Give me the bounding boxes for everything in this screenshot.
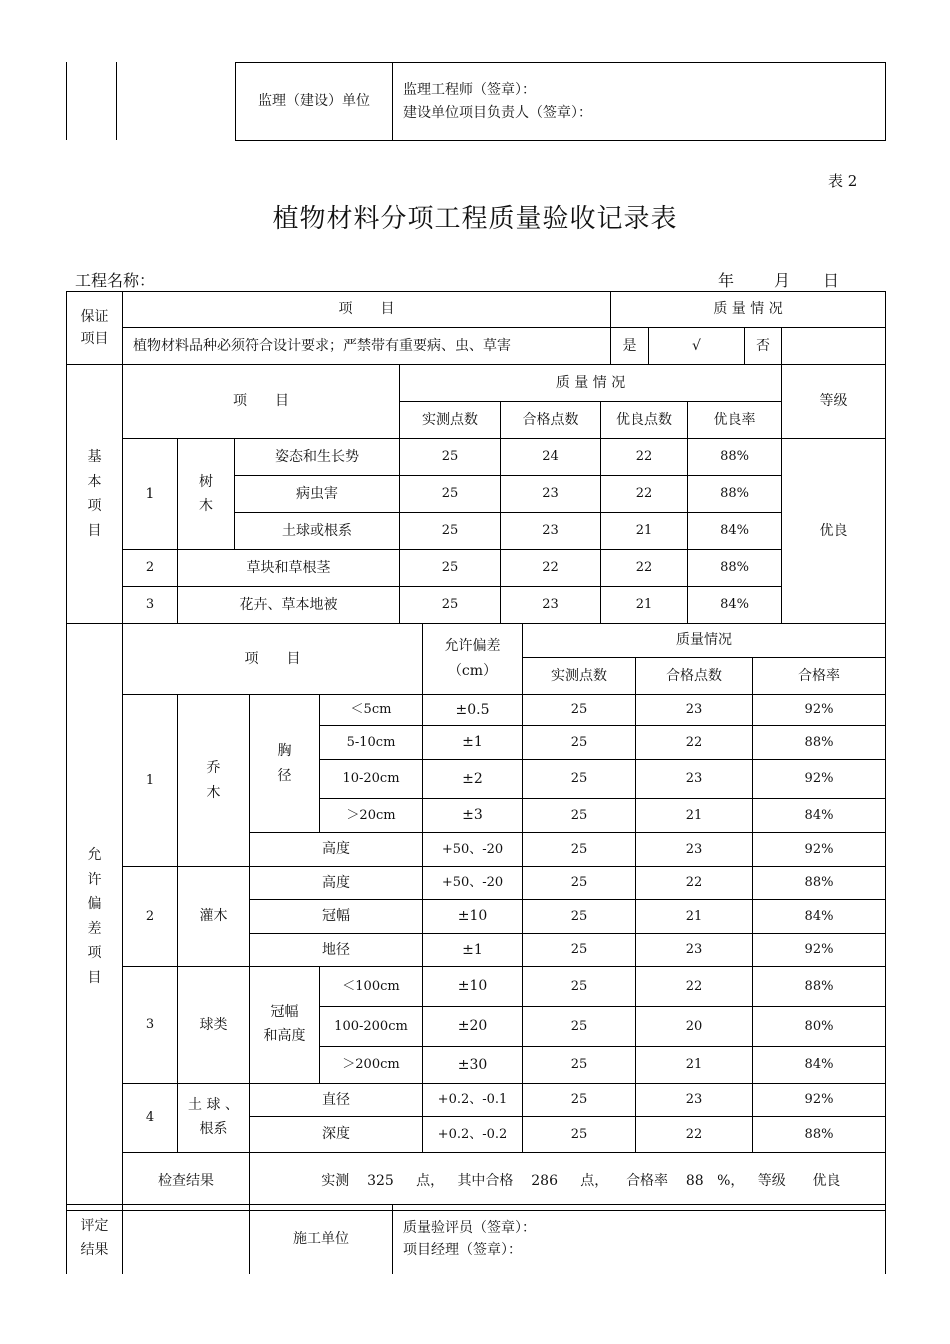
- left-margin-line: [116, 62, 117, 140]
- item-name: 病虫害: [235, 476, 400, 513]
- group-label: 灌木: [178, 867, 250, 967]
- range-label: ＜100cm: [320, 967, 423, 1007]
- item-name: 高度: [250, 867, 423, 900]
- excellent-rate: 88%: [688, 439, 782, 476]
- measured-count: 25: [523, 799, 636, 833]
- range-label: 5-10cm: [320, 726, 423, 760]
- item-name: 花卉、草本地被: [178, 587, 400, 624]
- basic-item-header: 项 目: [123, 365, 400, 439]
- qualified-rate: 88%: [753, 1117, 886, 1153]
- table-row: [67, 439, 886, 476]
- range-label: 100-200cm: [320, 1007, 423, 1047]
- qualified-count: 23: [501, 476, 601, 513]
- sub-group-label: 胸 径: [250, 695, 320, 833]
- qualified-rate: 80%: [753, 1007, 886, 1047]
- measured-count: 25: [523, 760, 636, 799]
- measured-count: 25: [523, 1007, 636, 1047]
- allowed-col-measured: 实测点数: [523, 658, 636, 695]
- table-row: [67, 695, 886, 726]
- allowed-quality-header: 质量情况: [523, 624, 886, 658]
- qualified-count: 22: [501, 550, 601, 587]
- basic-col-qualified: 合格点数: [501, 402, 601, 439]
- measured-count: 25: [523, 867, 636, 900]
- excellent-count: 22: [601, 550, 688, 587]
- date-year-label: 年: [718, 271, 735, 290]
- project-name-label: 工程名称：: [75, 271, 156, 290]
- group-no: 1: [123, 695, 178, 867]
- measured-count: 25: [523, 833, 636, 867]
- group-no: 2: [123, 867, 178, 967]
- item-name: 深度: [250, 1117, 423, 1153]
- measured-count: 25: [523, 900, 636, 934]
- allowed-dev: ±1: [423, 726, 523, 760]
- measured-count: 25: [400, 439, 501, 476]
- excellent-count: 22: [601, 439, 688, 476]
- table-number: 表 2: [828, 172, 858, 190]
- supervision-unit-label: 监理（建设）单位: [236, 63, 393, 141]
- group-label: 球类: [178, 967, 250, 1084]
- table-row: [67, 967, 886, 1007]
- item-name: 地径: [250, 934, 423, 967]
- allowed-dev: +0.2、-0.1: [423, 1084, 523, 1117]
- evaluation-blank: [123, 1205, 250, 1274]
- evaluation-table: [66, 1204, 886, 1274]
- qualified-rate: 92%: [753, 833, 886, 867]
- basic-section-label: 基 本 项 目: [67, 365, 123, 624]
- measured-count: 25: [523, 1047, 636, 1084]
- supervision-sign-cell: [393, 63, 886, 141]
- qualified-count: 23: [636, 695, 753, 726]
- allowed-dev-header: 允许偏差 （cm）: [423, 624, 523, 695]
- qualified-rate: 92%: [753, 934, 886, 967]
- date-day-label: 日: [823, 271, 840, 290]
- allowed-dev: +50、-20: [423, 867, 523, 900]
- qualified-rate: 92%: [753, 1084, 886, 1117]
- item-name: 姿态和生长势: [235, 439, 400, 476]
- allowed-dev: +50、-20: [423, 833, 523, 867]
- measured-count: 25: [400, 550, 501, 587]
- guarantee-quality-header: 质 量 情 况: [611, 292, 886, 328]
- measured-count: 25: [523, 726, 636, 760]
- total-grade: 优良: [812, 1172, 841, 1189]
- qualified-count: 23: [636, 760, 753, 799]
- supervisor-sign-label: 监理工程师（签章）：: [403, 82, 536, 99]
- excellent-rate: 88%: [688, 476, 782, 513]
- measured-count: 25: [523, 695, 636, 726]
- basic-grade-value: 优良: [782, 439, 886, 624]
- excellent-rate: 88%: [688, 550, 782, 587]
- qualified-count: 22: [636, 1117, 753, 1153]
- allowed-dev: ±1: [423, 934, 523, 967]
- range-label: ＜5cm: [320, 695, 423, 726]
- guarantee-no-mark: [782, 328, 886, 365]
- qualified-rate: 84%: [753, 1047, 886, 1084]
- qualified-count: 23: [501, 513, 601, 550]
- excellent-count: 22: [601, 476, 688, 513]
- allowed-item-header: 项 目: [123, 624, 423, 695]
- item-name: 冠幅: [250, 900, 423, 934]
- measured-count: 25: [400, 513, 501, 550]
- guarantee-section-label: 保证项目: [67, 292, 123, 365]
- measured-count: 25: [400, 587, 501, 624]
- table-row: [67, 867, 886, 900]
- group-label: 乔 木: [178, 695, 250, 867]
- inspector-sign-label: 质量验评员（签章）：: [403, 1219, 536, 1236]
- check-result-label: 检查结果: [123, 1153, 250, 1211]
- qualified-rate: 88%: [753, 967, 886, 1007]
- item-name: 高度: [250, 833, 423, 867]
- measured-count: 25: [400, 476, 501, 513]
- guarantee-yes-label: 是: [611, 328, 649, 365]
- group-no: 4: [123, 1084, 178, 1153]
- construction-sign-cell: [393, 1205, 886, 1274]
- basic-col-excellent: 优良点数: [601, 402, 688, 439]
- qualified-count: 21: [636, 799, 753, 833]
- qualified-rate: 92%: [753, 695, 886, 726]
- guarantee-item-header: 项 目: [123, 292, 611, 328]
- allowed-section-label: 允 许 偏 差 项 目: [67, 624, 123, 1211]
- qualified-rate: 88%: [753, 867, 886, 900]
- allowed-dev: +0.2、-0.2: [423, 1117, 523, 1153]
- item-name: 土球或根系: [235, 513, 400, 550]
- page-title: 植物材料分项工程质量验收记录表: [272, 204, 678, 234]
- item-name: 草块和草根茎: [178, 550, 400, 587]
- qualified-count: 24: [501, 439, 601, 476]
- total-qualified: 286: [531, 1172, 558, 1189]
- qualified-count: 20: [636, 1007, 753, 1047]
- guarantee-no-label: 否: [745, 328, 782, 365]
- excellent-count: 21: [601, 587, 688, 624]
- qualified-count: 23: [636, 833, 753, 867]
- check-result-summary: 实测 325 点， 其中合格 286 点， 合格率 88 %， 等级 优良: [250, 1153, 886, 1211]
- allowed-col-rate: 合格率: [753, 658, 886, 695]
- measured-count: 25: [523, 1117, 636, 1153]
- qualified-rate: 84%: [753, 900, 886, 934]
- date-month-label: 月: [774, 271, 791, 290]
- allowed-dev: ±2: [423, 760, 523, 799]
- qualified-count: 22: [636, 867, 753, 900]
- sub-group-label: 冠幅 和高度: [250, 967, 320, 1084]
- supervision-table: [235, 62, 886, 141]
- qualified-count: 23: [501, 587, 601, 624]
- item-no: 2: [123, 550, 178, 587]
- left-margin-line: [66, 62, 67, 140]
- total-measured: 325: [367, 1172, 394, 1189]
- qualified-count: 21: [636, 900, 753, 934]
- group-label: 土 球 、 根系: [178, 1084, 250, 1153]
- allowed-dev: ±0.5: [423, 695, 523, 726]
- basic-items-table: [66, 364, 886, 624]
- range-label: ＞20cm: [320, 799, 423, 833]
- qualified-rate: 92%: [753, 760, 886, 799]
- basic-col-rate: 优良率: [688, 402, 782, 439]
- measured-count: 25: [523, 967, 636, 1007]
- qualified-count: 21: [636, 1047, 753, 1084]
- manager-sign-label: 项目经理（签章）：: [403, 1242, 522, 1259]
- tree-label: 树 木: [178, 439, 235, 550]
- allowed-col-qualified: 合格点数: [636, 658, 753, 695]
- allowed-dev: ±3: [423, 799, 523, 833]
- table-row: [67, 550, 886, 587]
- evaluation-label: 评定 结果: [67, 1205, 123, 1274]
- allowed-dev: ±30: [423, 1047, 523, 1084]
- check-result-row: [67, 1153, 886, 1211]
- basic-col-measured: 实测点数: [400, 402, 501, 439]
- guarantee-item-text: 植物材料品种必须符合设计要求；严禁带有重要病、虫、草害: [123, 328, 611, 365]
- allowed-dev: ±10: [423, 900, 523, 934]
- range-label: ＞200cm: [320, 1047, 423, 1084]
- guarantee-yes-mark: √: [649, 328, 745, 365]
- table-row: [67, 587, 886, 624]
- qualified-rate: 88%: [753, 726, 886, 760]
- item-no: 3: [123, 587, 178, 624]
- group-no: 3: [123, 967, 178, 1084]
- table-row: [67, 1084, 886, 1117]
- tree-no: 1: [123, 439, 178, 550]
- guarantee-table: [66, 291, 886, 365]
- qualified-rate: 84%: [753, 799, 886, 833]
- excellent-rate: 84%: [688, 513, 782, 550]
- basic-grade-header: 等级: [782, 365, 886, 439]
- excellent-count: 21: [601, 513, 688, 550]
- owner-sign-label: 建设单位项目负责人（签章）：: [403, 104, 592, 121]
- range-label: 10-20cm: [320, 760, 423, 799]
- qualified-count: 22: [636, 726, 753, 760]
- construction-unit-label: 施工单位: [250, 1205, 393, 1274]
- qualified-count: 22: [636, 967, 753, 1007]
- basic-quality-header: 质 量 情 况: [400, 365, 782, 402]
- measured-count: 25: [523, 934, 636, 967]
- allowed-dev: ±10: [423, 967, 523, 1007]
- total-rate: 88: [685, 1172, 704, 1189]
- qualified-count: 23: [636, 1084, 753, 1117]
- item-name: 直径: [250, 1084, 423, 1117]
- measured-count: 25: [523, 1084, 636, 1117]
- excellent-rate: 84%: [688, 587, 782, 624]
- qualified-count: 23: [636, 934, 753, 967]
- allowed-dev: ±20: [423, 1007, 523, 1047]
- allowed-deviation-table: [66, 623, 886, 1211]
